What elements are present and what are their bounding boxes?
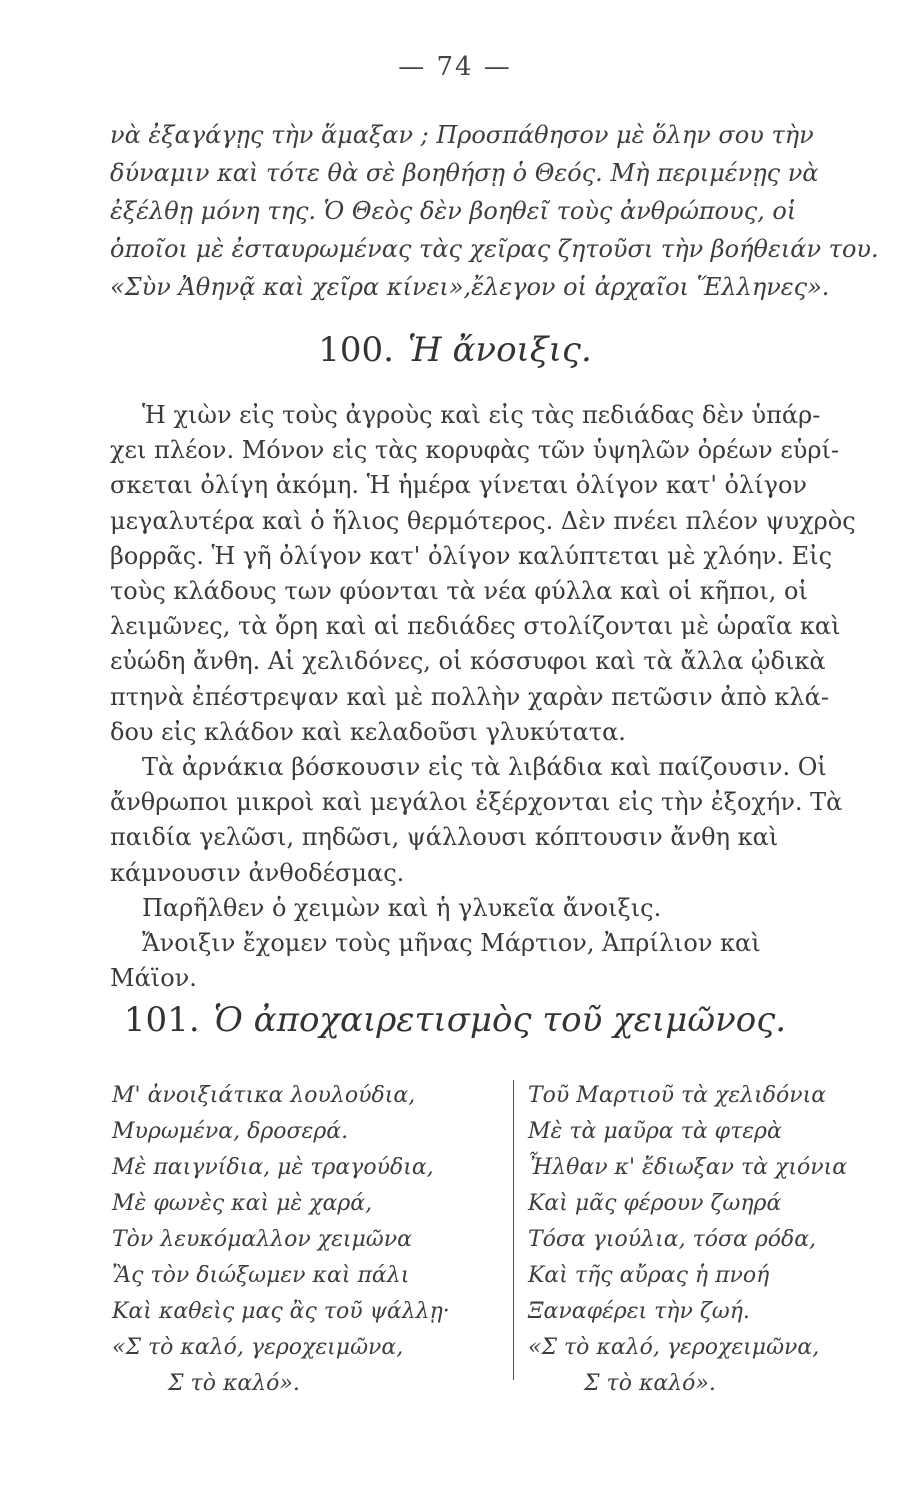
- section-100-heading: [0, 330, 910, 370]
- column-divider: [513, 1080, 514, 1380]
- poem-line: Ξαναφέρει τὴν ζωή.: [528, 1299, 750, 1324]
- poem-line: Ἦλθαν κ' ἔδιωξαν τὰ χιόνια: [528, 1155, 848, 1180]
- poem-line: Τὸν λευκόμαλλον χειμῶνα: [112, 1227, 412, 1252]
- poem-line: «Σ τὸ καλό, γεροχειμῶνα,: [528, 1335, 820, 1360]
- poem-right-column: [528, 1078, 898, 1402]
- page-number: — 74 —: [398, 52, 512, 82]
- poem-line: Καὶ τῆς αὔρας ἡ πνοή: [528, 1263, 770, 1288]
- body-line: χει πλέον. Μόνον εἰς τὰς κορυφὰς τῶν ὑψηλῶν ὀρέων εὑρί-: [110, 436, 839, 465]
- intro-line: ἐξέλθῃ μόνη της. Ὁ Θεὸς δὲν βοηθεῖ τοὺς ἀνθρώπους, οἱ: [110, 197, 797, 225]
- body-line: τοὺς κλάδους των φύονται τὰ νέα φύλλα καὶ οἱ κῆποι, οἱ: [110, 577, 808, 606]
- poem-line: Ἂς τὸν διώξωμεν καὶ πάλι: [112, 1263, 410, 1288]
- body-line: βορρᾶς. Ἡ γῆ ὀλίγον κατ' ὀλίγον καλύπτεται μὲ χλόην. Εἰς: [110, 541, 833, 570]
- section-101-title: Ὁ ἀποχαιρετισμὸς τοῦ χειμῶνος.: [213, 1000, 787, 1040]
- poem-line: Καὶ μᾶς φέρουν ζωηρά: [528, 1191, 782, 1216]
- body-line: Ἄνοιξιν ἔχομεν τοὺς μῆνας Μάρτιον, Ἀπρίλιον καὶ: [142, 929, 761, 958]
- poem-line: Μὲ παιγνίδια, μὲ τραγούδια,: [112, 1155, 434, 1180]
- section-100-number: 100.: [318, 330, 394, 370]
- body-line: μεγαλυτέρα καὶ ὁ ἥλιος θερμότερος. Δὲν πνέει πλέον ψυχρὸς: [110, 506, 856, 535]
- body-line: ἄνθρωποι μικροὶ καὶ μεγάλοι ἐξέρχονται εἰς τὴν ἐξοχήν. Τὰ: [110, 788, 843, 817]
- poem-line: Τόσα γιούλια, τόσα ρόδα,: [528, 1227, 817, 1252]
- body-line: λειμῶνες, τὰ ὄρη καὶ αἱ πεδιάδες στολίζονται μὲ ὡραῖα καὶ: [110, 612, 841, 641]
- poem-line: «Σ τὸ καλό, γεροχειμῶνα,: [112, 1335, 404, 1360]
- section-100-body: [110, 398, 910, 996]
- intro-line: ὁποῖοι μὲ ἐσταυρωμένας τὰς χεῖρας ζητοῦσι τὴν βοήθειάν του.: [110, 235, 879, 263]
- body-line: παιδία γελῶσι, πηδῶσι, ψάλλουσι κόπτουσιν ἄνθη καὶ: [110, 823, 779, 852]
- poem-line: Μὲ τὰ μαῦρα τὰ φτερὰ: [528, 1119, 782, 1144]
- body-line: Ἡ χιὼν εἰς τοὺς ἀγροὺς καὶ εἰς τὰς πεδιάδας δὲν ὑπάρ-: [142, 401, 821, 429]
- poem-line: Σ τὸ καλό».: [168, 1371, 300, 1396]
- body-line: δου εἰς κλάδον καὶ κελαδοῦσι γλυκύτατα.: [110, 717, 626, 746]
- poem-left-column: [112, 1078, 507, 1402]
- poem-line: Μὲ φωνὲς καὶ μὲ χαρά,: [112, 1191, 373, 1216]
- body-line: Μάϊον.: [110, 964, 197, 993]
- intro-line: δύναμιν καὶ τότε θὰ σὲ βοηθήσῃ ὁ Θεός. Μὴ περιμένῃς νὰ: [110, 159, 819, 187]
- section-100-title: Ἡ ἄνοιξις.: [407, 330, 592, 370]
- body-line: εὐώδη ἄνθη. Αἱ χελιδόνες, οἱ κόσσυφοι καὶ τὰ ἄλλα ᾠδικὰ: [110, 647, 826, 676]
- intro-paragraph: [110, 116, 900, 306]
- intro-line: νὰ ἐξαγάγῃς τὴν ἅμαξαν ; Προσπάθησον μὲ ὅλην σου τὴν: [110, 121, 814, 149]
- poem-line: Σ τὸ καλό».: [584, 1371, 716, 1396]
- poem-line: Καὶ καθεὶς μας ἂς τοῦ ψάλλῃ·: [112, 1299, 450, 1324]
- intro-line: «Σὺν Ἀθηνᾷ καὶ χεῖρα κίνει»,ἔλεγον οἱ ἀρχαῖοι Ἕλληνες».: [110, 273, 830, 301]
- body-line: πτηνὰ ἐπέστρεψαν καὶ μὲ πολλὴν χαρὰν πετῶσιν ἀπὸ κλά-: [110, 682, 829, 711]
- poem-line: Μυρωμένα, δροσερά.: [112, 1119, 349, 1144]
- poem-line: Τοῦ Μαρτιοῦ τὰ χελιδόνια: [528, 1083, 827, 1108]
- body-line: σκεται ὀλίγη ἀκόμη. Ἡ ἡμέρα γίνεται ὀλίγον κατ' ὀλίγον: [110, 471, 807, 500]
- body-line: Τὰ ἀρνάκια βόσκουσιν εἰς τὰ λιβάδια καὶ παίζουσιν. Οἱ: [142, 753, 827, 782]
- body-line: κάμνουσιν ἀνθοδέσμας.: [110, 858, 405, 887]
- section-101-number: 101.: [123, 1000, 200, 1040]
- body-line: Παρῆλθεν ὁ χειμὼν καὶ ἡ γλυκεῖα ἄνοιξις.: [142, 893, 662, 922]
- section-101-heading: [0, 1000, 910, 1040]
- poem-line: Μ' ἀνοιξιάτικα λουλούδια,: [112, 1083, 416, 1108]
